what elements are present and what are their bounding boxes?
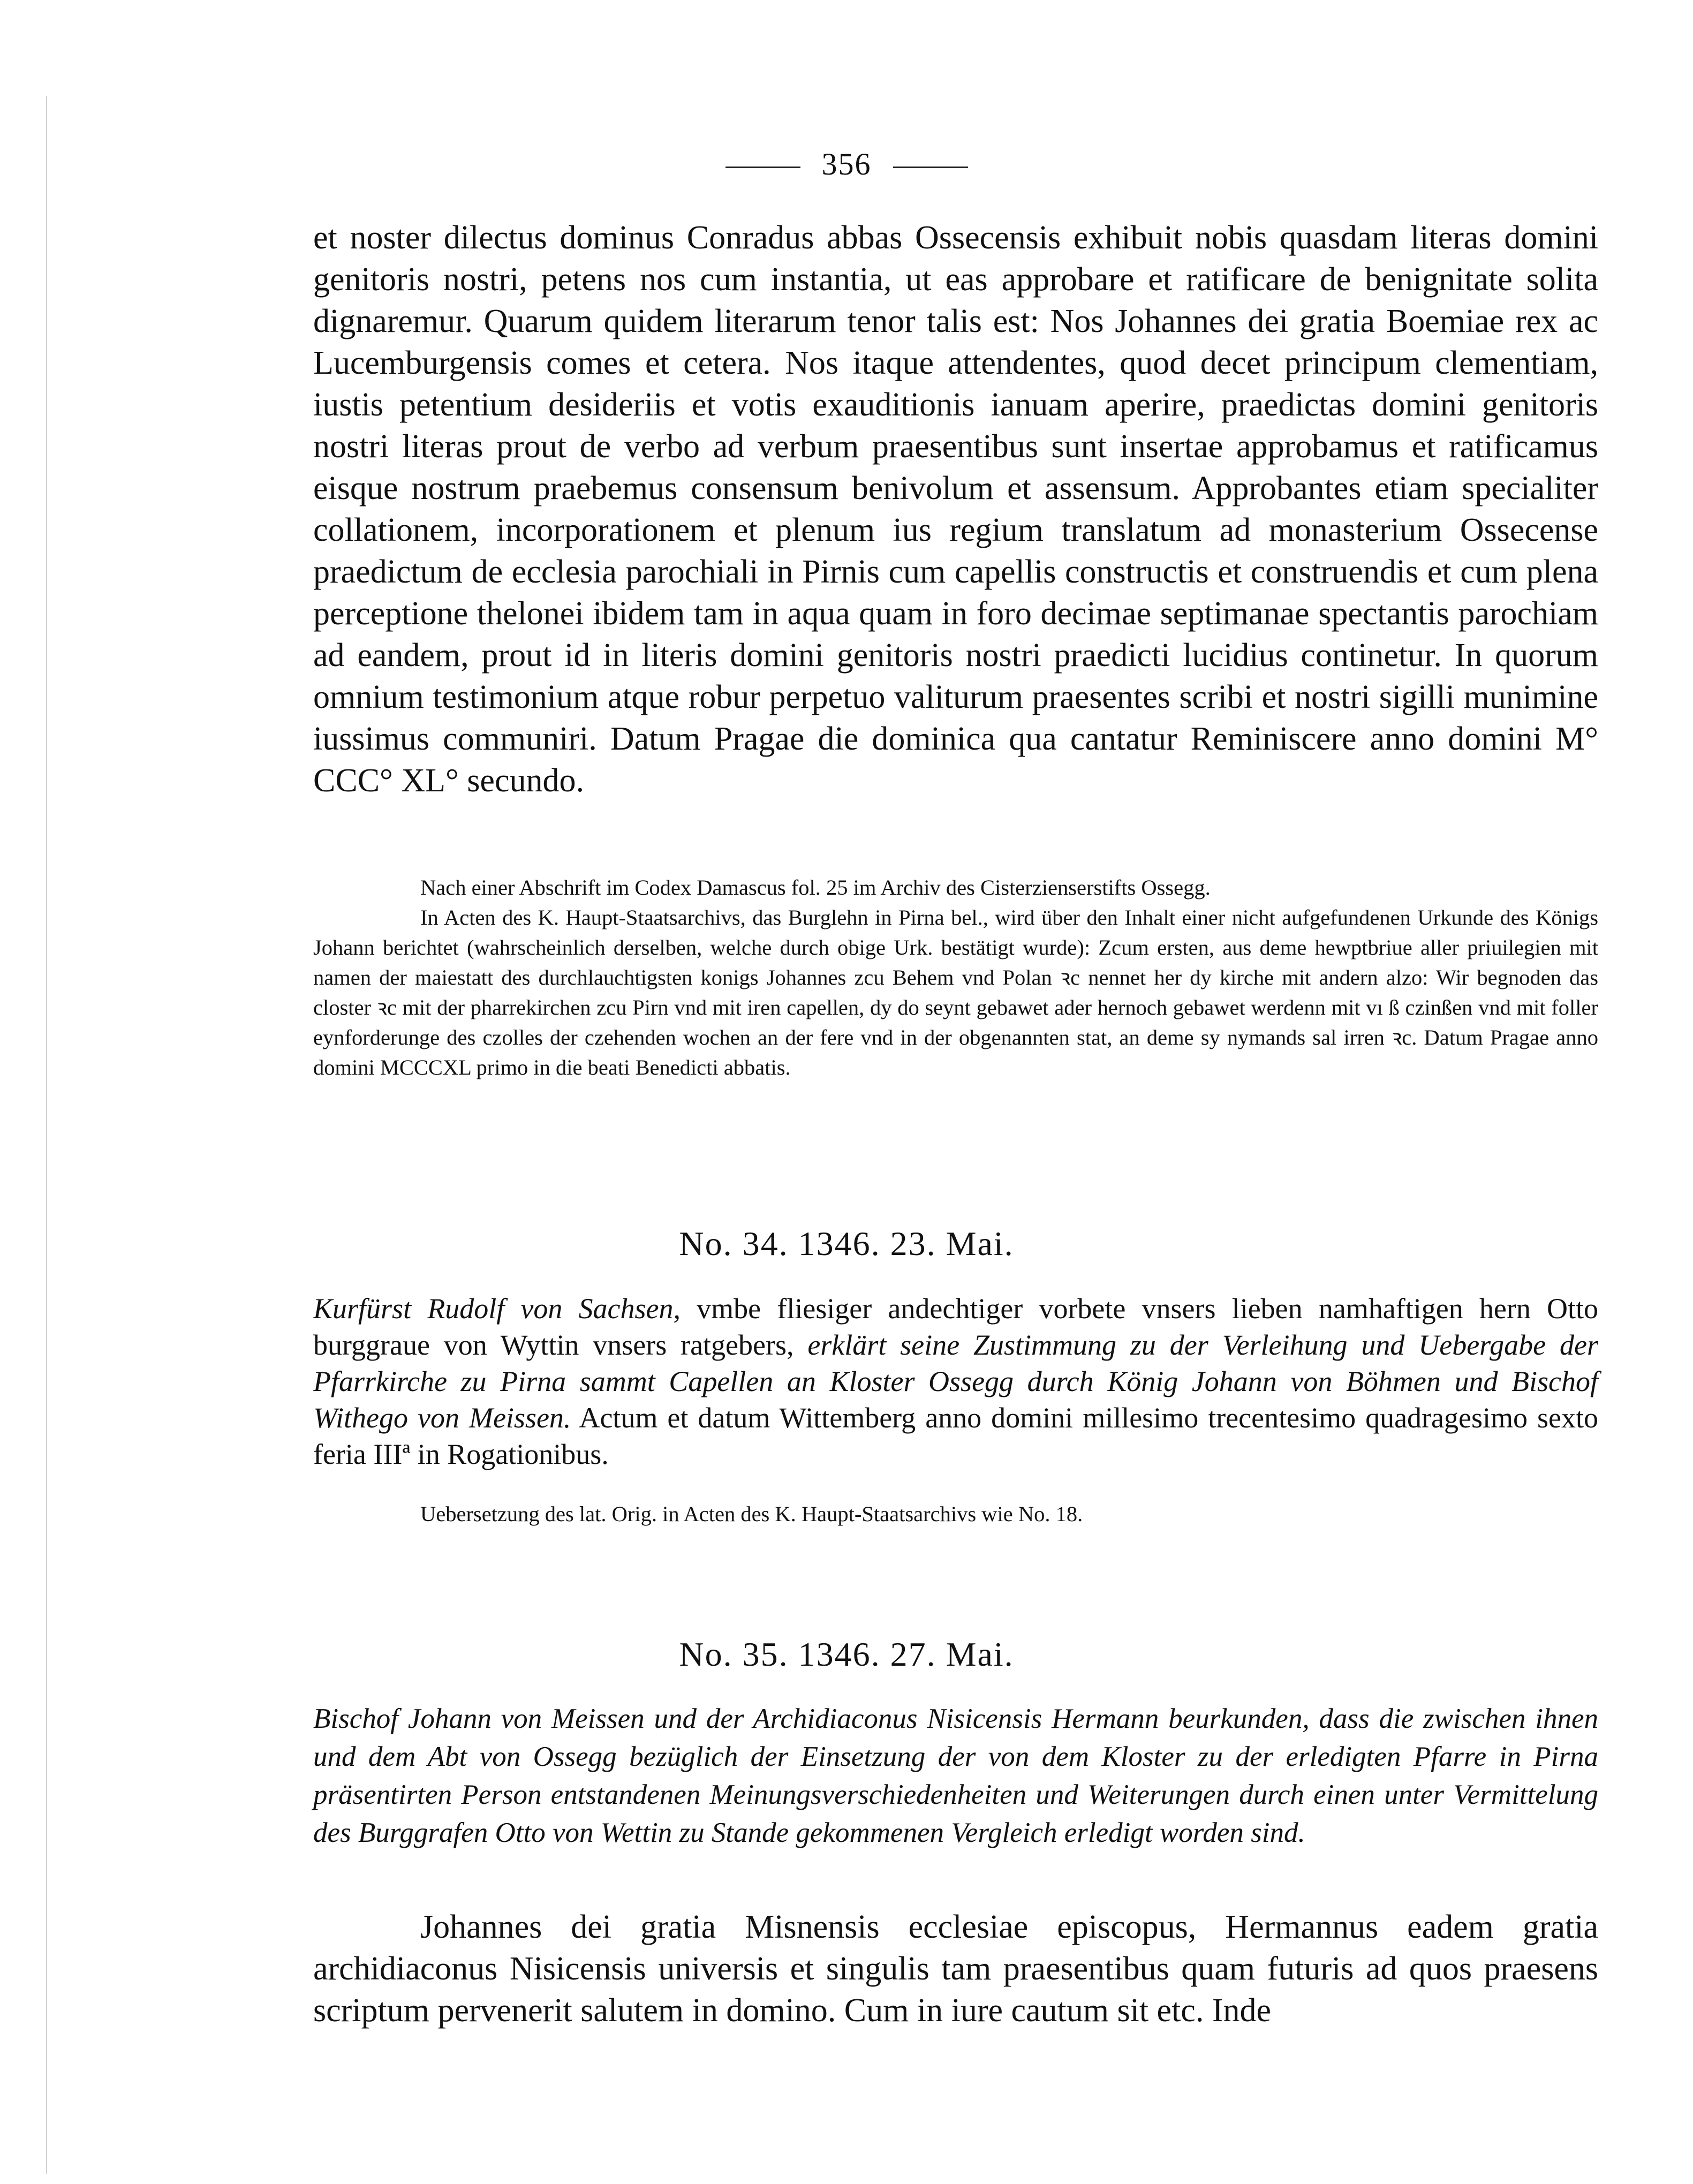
regest-34-text-b: Actum et datum Wittemberg anno domini millesimo trecentesimo quadragesimo sexto feria IIIª in Rogationibus.	[313, 1402, 1598, 1470]
note-34	[420, 1499, 1598, 1529]
regest-34-text-a: vmbe fliesiger andechtiger vorbete vnsers lieben namhaftigen hern Otto burggraue von Wyttin vnsers ratgebers,	[313, 1293, 1598, 1361]
archival-note: In Acten des K. Haupt-Staatsarchivs, das Burglehn in Pirna bel., wird über den Inhalt einer nicht aufgefundenen Urkunde des Königs Johann berichtet (wahrscheinlich derselben, welche durch obige Urk. bestätigt wurde): Zcum ersten, aus deme hewptbriue aller priuilegien mit namen der maiestatt des durchlauchtigsten konigs Johannes zcu Behem vnd Polan ꝛc nennet her dy kirche mit andern alzo: Wir begnoden das closter ꝛc mit der pharrekirchen zcu Pirn vnd mit iren capellen, dy do seynt gebawet ader hernoch gebawet werdenn mit vı ß czinßen vnd mit foller eynforderunge des czolles der czehenden wochen an der fere vnd in der obgenannten stat, an deme sy nymands sal irren ꝛc. Datum Pragae anno domini MCCCXL primo in die beati Benedicti abbatis.	[313, 905, 1598, 1079]
regest-34-paragraph	[313, 1290, 1598, 1472]
note-34-text: Uebersetzung des lat. Orig. in Acten des K. Haupt-Staatsarchivs wie No. 18.	[420, 1502, 1083, 1526]
regest-35-text: Bischof Johann von Meissen und der Archidiaconus Nisicensis Hermann beurkunden, dass die zwischen ihnen und dem Abt von Ossegg bezüglich der Einsetzung der von dem Kloster zu der erledigten Pfarre in Pirna präsentirten Person entstandenen Meinungsverschiedenheiten und Weiterungen durch einen unter Vermittelung des Burggrafen Otto von Wettin zu Stande gekommenen Vergleich erledigt worden sind.	[313, 1703, 1598, 1848]
charter-35-text	[313, 1906, 1598, 2031]
page-number: 356	[821, 147, 872, 182]
charter-text-continuation	[313, 217, 1598, 802]
charter-paragraph: et noster dilectus dominus Conradus abbas Ossecensis exhibuit nobis quasdam literas domini genitoris nostri, petens nos cum instantia, ut eas approbare et ratificare de benignitate solita dignaremur. Quarum quidem literarum tenor talis est: Nos Johannes dei gratia Boemiae rex ac Lucemburgensis comes et cetera. Nos itaque attendentes, quod decet principum clementiam, iustis petentium desideriis et votis exauditionis ianuam aperire, praedictas domini genitoris nostri literas prout de verbo ad verbum praesentibus sunt insertae approbamus et ratificamus eisque nostrum praebemus consensum benivolum et assensum. Approbantes etiam specialiter collationem, incorporationem et plenum ius regium translatum ad monasterium Ossecense praedictum de ecclesia parochiali in Pirnis cum capellis constructis et construendis et cum plena perceptione thelonei ibidem tam in aqua quam in foro decimae septimanae spectantis parochiam ad eandem, prout id in literis domini genitoris nostri praedicti lucidius continetur. In quorum omnium testimonium atque robur perpetuo valiturum praesentes scribi et nostri sigilli munimine iussimus communiri. Datum Pragae die dominica qua cantatur Reminiscere anno domini M° CCC° XL° secundo.	[313, 220, 1598, 799]
charter-35-paragraph: Johannes dei gratia Misnensis ecclesiae episcopus, Hermannus eadem gratia archidiaconus Nisicensis universis et singulis tam praesentibus quam futuris ad quos praesens scriptum pervenerit salutem in domino. Cum in iure cautum sit etc. Inde	[313, 1909, 1598, 2029]
page-edge-line	[46, 96, 47, 2174]
source-note: Nach einer Abschrift im Codex Damascus fol. 25 im Archiv des Cisterzienserstifts Ossegg.	[420, 875, 1211, 900]
document-heading-35: No. 35. 1346. 27. Mai.	[679, 1635, 1014, 1673]
left-dash	[725, 167, 800, 168]
right-dash	[893, 167, 968, 168]
page-number-line	[0, 140, 1693, 188]
regest-34-name: Kurfürst Rudolf von Sachsen,	[313, 1293, 681, 1325]
regest-34	[313, 1290, 1598, 1472]
regest-34-summary: erklärt seine Zustimmung zu der Verleihung und Uebergabe der Pfarrkirche zu Pirna sammt Capellen an Kloster Ossegg durch König Johann von Böhmen und Bischof Withego von Meissen.	[313, 1329, 1598, 1434]
regest-35	[313, 1700, 1598, 1852]
footnote-block	[313, 873, 1598, 1083]
document-heading-34: No. 34. 1346. 23. Mai.	[679, 1225, 1014, 1263]
